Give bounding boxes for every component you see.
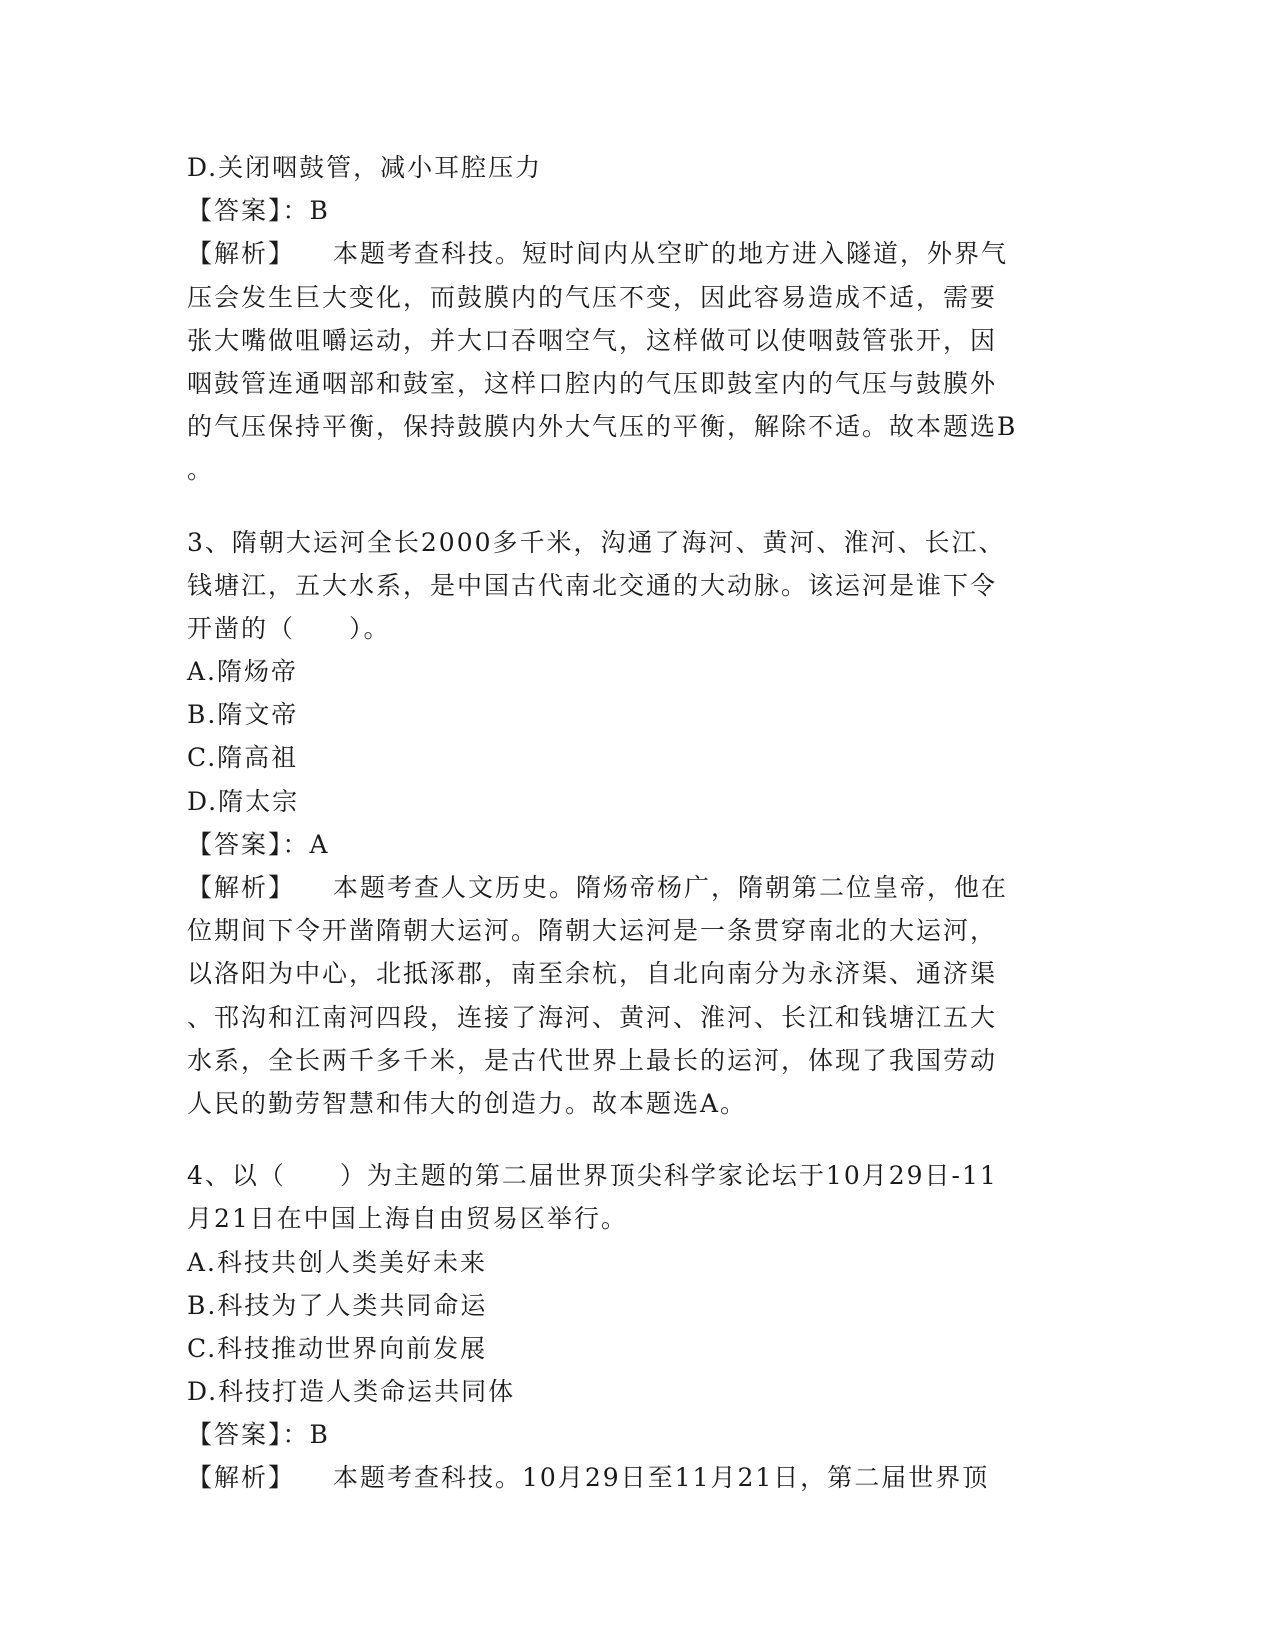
analysis-line: 。: [187, 455, 215, 485]
analysis-line: 【解析】 本题考查科技。短时间内从空旷的地方进入隧道，外界气: [187, 239, 1009, 269]
analysis-line: 【解析】 本题考查人文历史。隋炀帝杨广，隋朝第二位皇帝，他在: [187, 873, 1009, 902]
analysis-line: 水系，全长两千多千米，是古代世界上最长的运河，体现了我国劳动: [187, 1045, 998, 1075]
question-stem-line: 3、隋朝大运河全长2000多千米，沟通了海河、黄河、淮河、长江、: [187, 527, 1006, 557]
question-stem-line: 4、以（ ）为主题的第二届世界顶尖科学家论坛于10月29日-11: [187, 1161, 998, 1191]
option-c: C.科技推动世界向前发展: [187, 1333, 488, 1363]
analysis-label: 【解析】: [187, 873, 296, 902]
analysis-label: 【解析】: [187, 1463, 296, 1493]
answer: 【答案】：B: [187, 196, 330, 226]
answer: 【答案】：A: [187, 829, 330, 859]
question-stem-line: 月21日在中国上海自由贸易区举行。: [187, 1204, 628, 1234]
analysis-line: 压会发生巨大变化，而鼓膜内的气压不变，因此容易造成不适，需要: [187, 282, 998, 312]
analysis-line: 的气压保持平衡，保持鼓膜内外大气压的平衡，解除不适。故本题选B: [187, 412, 1018, 442]
question-3: [187, 521, 1087, 1126]
option-d: D.科技打造人类命运共同体: [187, 1377, 516, 1407]
question-stem-line: 钱塘江，五大水系，是中国古代南北交通的大动脉。该运河是谁下令: [187, 570, 998, 600]
analysis-line: 位期间下令开凿隋朝大运河。隋朝大运河是一条贯穿南北的大运河，: [187, 916, 998, 946]
analysis-line: 、邗沟和江南河四段，连接了海河、黄河、淮河、长江和钱塘江五大: [187, 1002, 998, 1032]
analysis-line: 张大嘴做咀嚼运动，并大口吞咽空气，这样做可以使咽鼓管张开，因: [187, 325, 998, 355]
question-2-tail: [187, 146, 1087, 492]
option-d: D.隋太宗: [187, 786, 300, 816]
option-a: A.科技共创人类美好未来: [187, 1247, 488, 1277]
option-a: A.隋炀帝: [187, 657, 299, 687]
option-b: B.科技为了人类共同命运: [187, 1290, 488, 1320]
analysis-label: 【解析】: [187, 239, 296, 269]
question-stem-line: 开凿的（ ）。: [187, 613, 391, 643]
answer: 【答案】：B: [187, 1420, 330, 1450]
option-c: C.隋高祖: [187, 743, 299, 773]
analysis-line: 人民的勤劳智慧和伟大的创造力。故本题选A。: [187, 1088, 748, 1118]
option-b: B.隋文帝: [187, 700, 299, 730]
question-4: [187, 1154, 1087, 1500]
option-d: D.关闭咽鼓管，减小耳腔压力: [187, 153, 543, 182]
document-page: [187, 146, 1087, 1500]
analysis-line: 以洛阳为中心，北抵涿郡，南至余杭，自北向南分为永济渠、通济渠: [187, 959, 998, 989]
analysis-line: 【解析】 本题考查科技。10月29日至11月21日，第二届世界顶: [187, 1463, 990, 1493]
analysis-line: 咽鼓管连通咽部和鼓室，这样口腔内的气压即鼓室内的气压与鼓膜外: [187, 368, 998, 398]
